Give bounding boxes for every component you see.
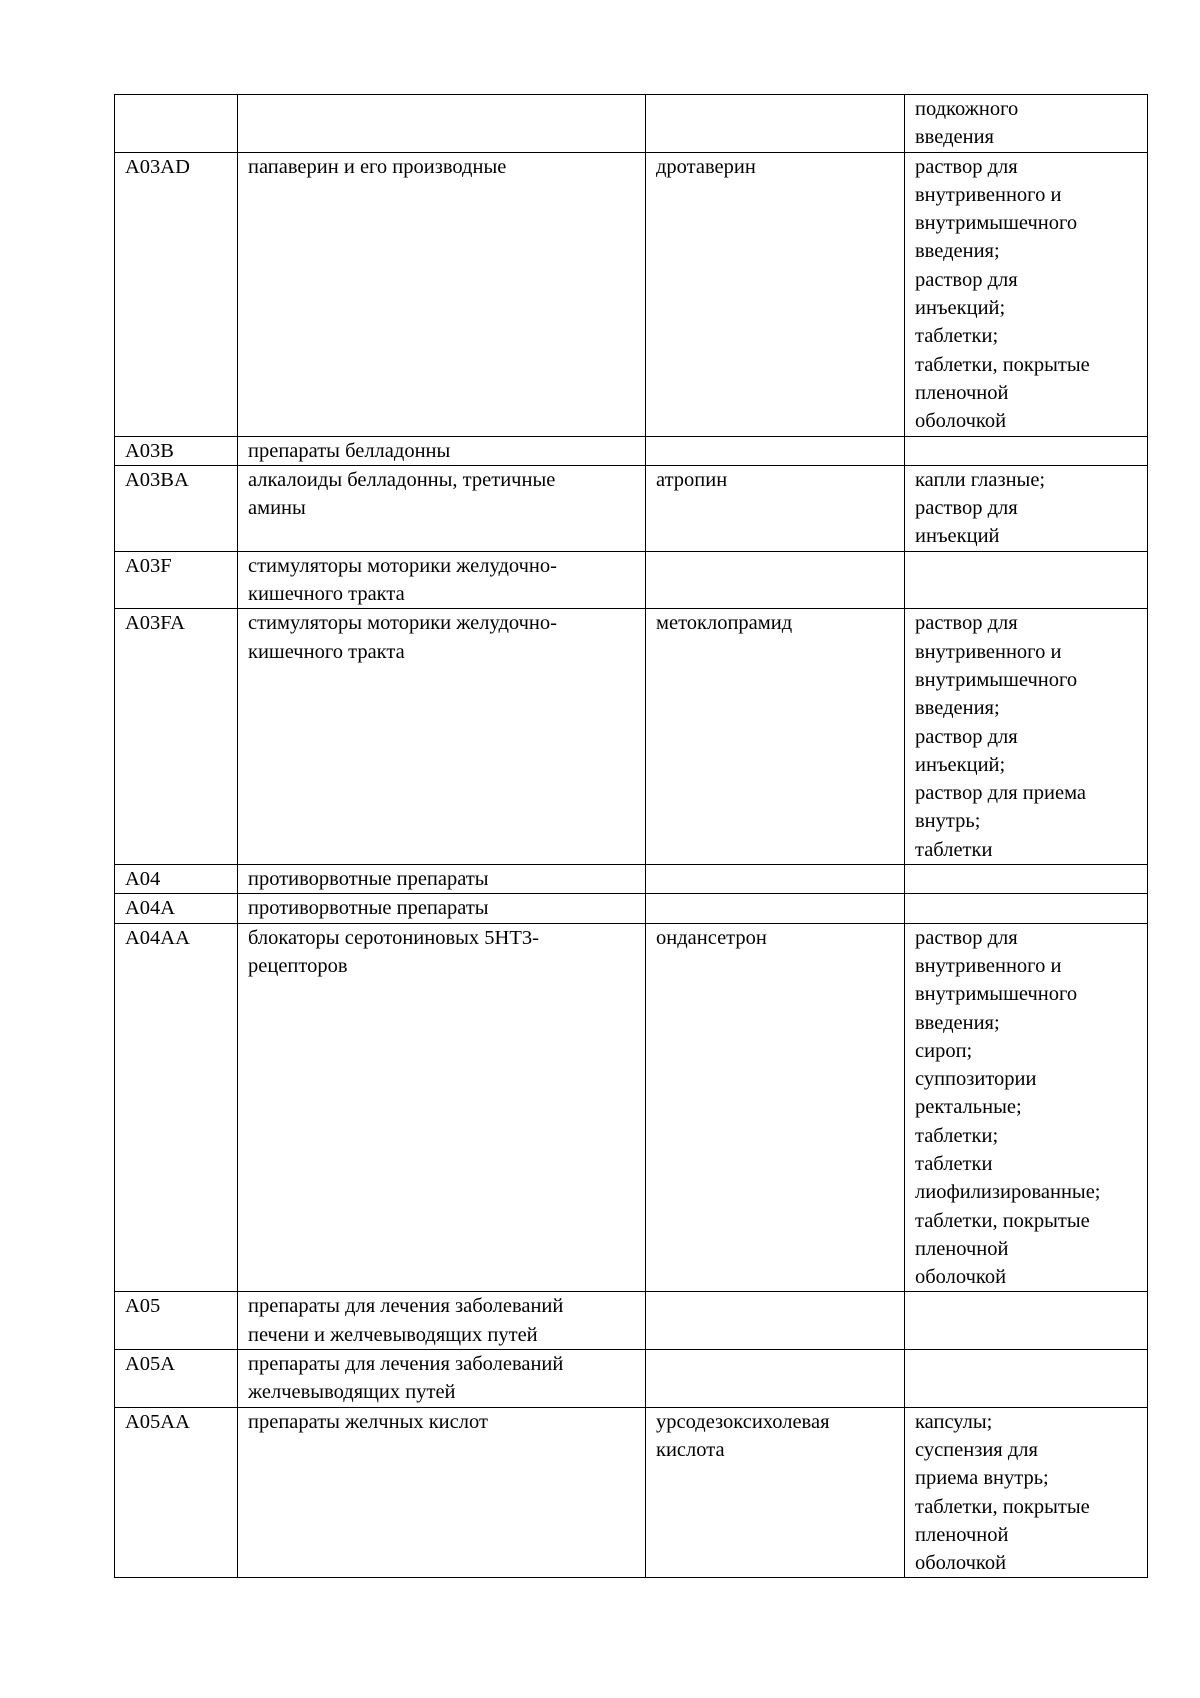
- dosage-form-cell: [905, 551, 1148, 609]
- drug-name-cell: метоклопрамид: [646, 609, 905, 865]
- dosage-form-cell: раствор для внутривенного и внутримышечного введения; раствор для инъекций; раствор для приема внутрь; таблетки: [905, 609, 1148, 865]
- dosage-form-cell: раствор для внутривенного и внутримышечного введения; сироп; суппозитории ректальные; таблетки; таблетки лиофилизированные; таблетки, покрытые пленочной оболочкой: [905, 923, 1148, 1292]
- drug-name-cell: дротаверин: [646, 152, 905, 436]
- atc-code-cell: A05AA: [115, 1407, 238, 1578]
- dosage-form-cell: раствор для внутривенного и внутримышечного введения; раствор для инъекций; таблетки; таблетки, покрытые пленочной оболочкой: [905, 152, 1148, 436]
- drug-name-cell: урсодезоксихолевая кислота: [646, 1407, 905, 1578]
- table-row: [115, 1407, 1148, 1578]
- atc-code-cell: A04: [115, 865, 238, 894]
- atc-code-cell: A03AD: [115, 152, 238, 436]
- anatomical-group-cell: препараты желчных кислот: [238, 1407, 646, 1578]
- dosage-form-cell: капсулы; суспензия для приема внутрь; таблетки, покрытые пленочной оболочкой: [905, 1407, 1148, 1578]
- drug-name-cell: атропин: [646, 465, 905, 551]
- atc-code-cell: [115, 95, 238, 153]
- anatomical-group-cell: блокаторы серотониновых 5HT3- рецепторов: [238, 923, 646, 1292]
- anatomical-group-cell: [238, 95, 646, 153]
- dosage-form-cell: [905, 894, 1148, 923]
- dosage-form-cell: [905, 1350, 1148, 1408]
- drug-name-cell: [646, 894, 905, 923]
- table-row: [115, 95, 1148, 153]
- atc-code-cell: A05A: [115, 1350, 238, 1408]
- anatomical-group-cell: препараты для лечения заболеваний печени и желчевыводящих путей: [238, 1292, 646, 1350]
- table-row: [115, 1292, 1148, 1350]
- atc-code-cell: A04A: [115, 894, 238, 923]
- atc-code-cell: A03FA: [115, 609, 238, 865]
- atc-code-cell: A03BA: [115, 465, 238, 551]
- table-row: [115, 551, 1148, 609]
- drug-name-cell: [646, 1292, 905, 1350]
- atc-code-cell: A04AA: [115, 923, 238, 1292]
- table-row: [115, 465, 1148, 551]
- table-row: [115, 894, 1148, 923]
- drug-name-cell: [646, 865, 905, 894]
- atc-code-cell: A05: [115, 1292, 238, 1350]
- table-row: [115, 152, 1148, 436]
- anatomical-group-cell: стимуляторы моторики желудочно- кишечного тракта: [238, 609, 646, 865]
- dosage-form-cell: подкожного введения: [905, 95, 1148, 153]
- atc-code-cell: A03B: [115, 436, 238, 465]
- dosage-form-cell: [905, 436, 1148, 465]
- anatomical-group-cell: противорвотные препараты: [238, 894, 646, 923]
- drug-list-table: [114, 94, 1148, 1578]
- atc-code-cell: A03F: [115, 551, 238, 609]
- anatomical-group-cell: противорвотные препараты: [238, 865, 646, 894]
- drug-name-cell: ондансетрон: [646, 923, 905, 1292]
- drug-name-cell: [646, 95, 905, 153]
- dosage-form-cell: [905, 865, 1148, 894]
- table-row: [115, 865, 1148, 894]
- anatomical-group-cell: препараты белладонны: [238, 436, 646, 465]
- anatomical-group-cell: алкалоиды белладонны, третичные амины: [238, 465, 646, 551]
- dosage-form-cell: [905, 1292, 1148, 1350]
- drug-name-cell: [646, 1350, 905, 1408]
- drug-table-body: [115, 95, 1148, 1578]
- anatomical-group-cell: препараты для лечения заболеваний желчевыводящих путей: [238, 1350, 646, 1408]
- anatomical-group-cell: папаверин и его производные: [238, 152, 646, 436]
- table-row: [115, 923, 1148, 1292]
- table-row: [115, 1350, 1148, 1408]
- table-row: [115, 609, 1148, 865]
- drug-name-cell: [646, 551, 905, 609]
- table-row: [115, 436, 1148, 465]
- dosage-form-cell: капли глазные; раствор для инъекций: [905, 465, 1148, 551]
- anatomical-group-cell: стимуляторы моторики желудочно- кишечного тракта: [238, 551, 646, 609]
- drug-name-cell: [646, 436, 905, 465]
